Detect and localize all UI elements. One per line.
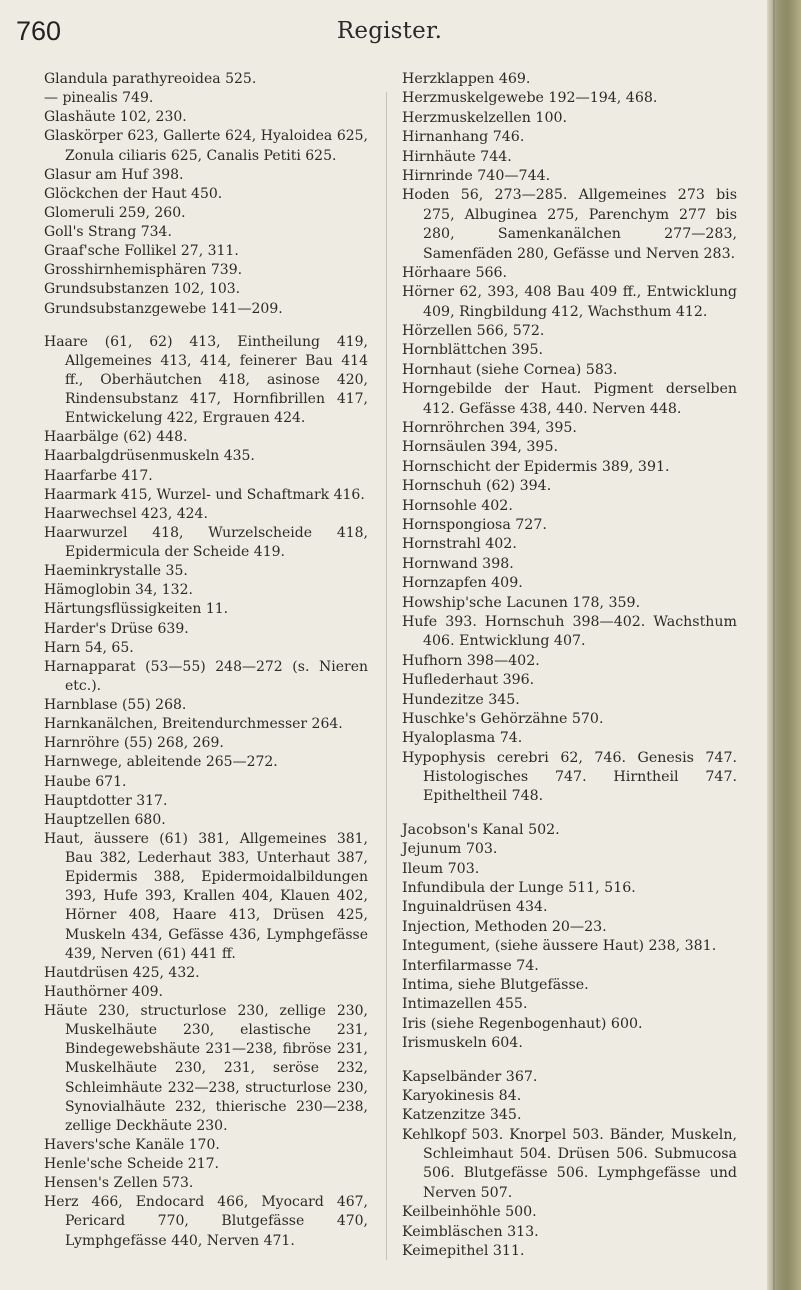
index-entry: Injection, Methoden 20—23. (402, 918, 607, 935)
index-entry: Glandula parathyreoidea 525. (44, 71, 257, 87)
index-entry: Herzmuskelgewebe 192—194, 468. (402, 90, 658, 107)
index-entry: Haarwechsel 423, 424. (44, 505, 208, 522)
index-entry: Haare (61, 62) 413, Eintheilung 419, Allgemeines 413, 414, feinerer Bau 414 ff., Oberhäutchen 418, asinose 420, Rindensubstanz 417, Hornfibrillen 417, Entwickelung 422, Ergrauen 424. (44, 333, 368, 427)
index-entry: Hirnhäute 744. (402, 148, 512, 165)
index-entry: Irismuskeln 604. (402, 1035, 523, 1052)
index-entry: Katzenzitze 345. (402, 1107, 522, 1124)
index-entry: Harnwege, ableitende 265—272. (44, 754, 278, 771)
index-entry: Interfilarmasse 74. (402, 957, 539, 974)
index-entry: Henle'sche Scheide 217. (44, 1156, 219, 1172)
index-entry: Hoden 56, 273—285. Allgemeines 273 bis 275, Albuginea 275, Parenchym 277 bis 280, Samenkanälchen 277—283, Samenfäden 280, Gefässe und Nerven 283. (402, 187, 737, 262)
index-entry: Keilbeinhöhle 500. (402, 1204, 537, 1221)
index-column-right (402, 70, 737, 1261)
index-entry: Glöckchen der Haut 450. (44, 185, 223, 202)
index-entry: Huflederhaut 396. (402, 672, 535, 689)
index-entry: Hyaloplasma 74. (402, 730, 523, 747)
running-head: Register. (336, 18, 443, 44)
index-entry: Inguinaldrüsen 434. (402, 899, 548, 916)
index-entry: Herz 466, Endocard 466, Myocard 467, Pericard 770, Blutgefässe 470, Lymphgefässe 440, Nerven 471. (44, 1194, 368, 1249)
index-entry: Infundibula der Lunge 511, 516. (402, 880, 636, 897)
index-entry: Grundsubstanzgewebe 141—209. (44, 300, 283, 317)
index-entry: Iris (siehe Regenbogenhaut) 600. (402, 1015, 643, 1032)
index-entry: Horngebilde der Haut. Pigment derselben 412. Gefässe 438, 440. Nerven 448. (402, 381, 737, 417)
index-entry: Graaf'sche Follikel 27, 311. (44, 243, 239, 260)
index-entry: Haube 671. (44, 773, 127, 790)
index-entry: Hautdrüsen 425, 432. (44, 964, 200, 981)
index-entry: Harnblase (55) 268. (44, 697, 187, 713)
index-entry: Hornzapfen 409. (402, 575, 523, 592)
index-entry: Hypophysis cerebri 62, 746. Genesis 747. Histologisches 747. Hirntheil 747. Epitheltheil 748. (402, 749, 737, 805)
index-entry: Kehlkopf 503. Knorpel 503. Bänder, Muskeln, Schleimhaut 504. Drüsen 506. Submucosa 506. Blutgefässe 506. Lymphgefässe und Nerven 507. (402, 1126, 737, 1201)
index-entry: Hörzellen 566, 572. (402, 323, 545, 340)
index-entry: Grundsubstanzen 102, 103. (44, 281, 241, 298)
index-entry: Hornschicht der Epidermis 389, 391. (402, 458, 670, 475)
index-entry: Hensen's Zellen 573. (44, 1175, 194, 1192)
index-entry: Hauthörner 409. (44, 983, 163, 1000)
index-entry: Hufhorn 398—402. (402, 652, 540, 669)
index-entry: Haarfarbe 417. (44, 467, 153, 484)
letter-group-gap (44, 319, 368, 333)
index-entry: Hornsohle 402. (402, 497, 513, 514)
index-entry: Hornschuh (62) 394. (402, 478, 552, 495)
letter-group-gap (402, 807, 737, 821)
index-entry: Glasur am Huf 398. (44, 166, 184, 183)
index-entry: Grosshirnhemisphären 739. (44, 262, 243, 279)
index-entry: Jacobson's Kanal 502. (402, 821, 560, 838)
index-entry: Hörhaare 566. (402, 264, 508, 281)
index-entry: Haarbalgdrüsenmuskeln 435. (44, 448, 255, 465)
index-entry: Ileum 703. (402, 860, 480, 877)
index-entry: Hornhaut (siehe Cornea) 583. (402, 361, 618, 378)
index-entry: Härtungsflüssigkeiten 11. (44, 601, 229, 618)
index-entry: Hornwand 398. (402, 555, 514, 572)
index-entry: Hornspongiosa 727. (402, 516, 547, 533)
index-entry: Karyokinesis 84. (402, 1087, 522, 1104)
index-entry: Harnkanälchen, Breitendurchmesser 264. (44, 716, 343, 733)
index-entry: Jejunum 703. (402, 841, 498, 858)
index-entry: Harder's Drüse 639. (44, 620, 189, 637)
index-entry: Hirnrinde 740—744. (402, 167, 551, 184)
index-entry: Harn 54, 65. (44, 639, 134, 656)
index-entry: Intima, siehe Blutgefässe. (402, 976, 589, 993)
index-entry: Keimbläschen 313. (402, 1223, 539, 1240)
index-entry: Häute 230, structurlose 230, zellige 230, Muskelhäute 230, elastische 231, Bindegewebshäute 231—238, fibröse 231, Muskelhäute 230, 231, seröse 232, Schleimhäute 232—238, structurlose 230, Synovialhäute 232, thierische 230—238, zellige Deckhäute 230. (44, 1003, 368, 1134)
index-entry: Hirnanhang 746. (402, 129, 525, 146)
index-entry: Hufe 393. Hornschuh 398—402. Wachsthum 406. Entwicklung 407. (402, 613, 737, 650)
page-number: 760 (16, 16, 62, 46)
index-entry: Huschke's Gehörzähne 570. (402, 710, 604, 727)
index-entry: Hörner 62, 393, 408 Bau 409 ff., Entwicklung 409, Ringbildung 412, Wachsthum 412. (402, 284, 737, 320)
index-entry: Hornsäulen 394, 395. (402, 439, 558, 456)
index-entry: Hauptzellen 680. (44, 811, 166, 828)
index-entry: Herzklappen 469. (402, 71, 531, 87)
index-entry: Havers'sche Kanäle 170. (44, 1136, 220, 1153)
index-entry: Goll's Strang 734. (44, 224, 172, 240)
index-entry: Glashäute 102, 230. (44, 109, 187, 126)
index-entry: Hundezitze 345. (402, 691, 520, 708)
index-entry: Kapselbänder 367. (402, 1068, 538, 1085)
index-entry: Herzmuskelzellen 100. (402, 109, 568, 126)
index-entry: Intimazellen 455. (402, 996, 528, 1013)
index-entry: Haarbälge (62) 448. (44, 429, 188, 446)
index-entry: Hornröhrchen 394, 395. (402, 420, 577, 437)
index-entry: Keimepithel 311. (402, 1243, 525, 1260)
index-entry: Haarmark 415, Wurzel- und Schaftmark 416. (44, 486, 365, 503)
index-entry: — pinealis 749. (44, 90, 154, 107)
column-divider (386, 92, 387, 1260)
index-entry: Hornblättchen 395. (402, 342, 544, 359)
index-entry: Hämoglobin 34, 132. (44, 582, 193, 599)
page-edge (767, 0, 801, 1290)
index-entry: Haarwurzel 418, Wurzelscheide 418, Epidermicula der Scheide 419. (44, 524, 368, 560)
index-column-left (44, 70, 368, 1251)
index-entry: Harnapparat (53—55) 248—272 (s. Nieren etc.). (44, 658, 368, 694)
index-entry: Haut, äussere (61) 381, Allgemeines 381, Bau 382, Lederhaut 383, Unterhaut 387, Epidermis 388, Epidermoidalbildungen 393, Hufe 393, Krallen 404, Klauen 402, Hörner 408, Haare 413, Drüsen 425, Muskeln 434, Gefässe 436, Lymphgefässe 439, Nerven (61) 441 ff. (44, 830, 368, 962)
index-entry: Haeminkrystalle 35. (44, 563, 188, 580)
letter-group-gap (402, 1054, 737, 1068)
index-entry: Integument, (siehe äussere Haut) 238, 381. (402, 938, 717, 955)
index-entry: Hauptdotter 317. (44, 792, 168, 809)
index-entry: Glomeruli 259, 260. (44, 204, 186, 221)
index-entry: Hornstrahl 402. (402, 536, 517, 553)
index-entry: Howship'sche Lacunen 178, 359. (402, 594, 641, 611)
index-entry: Harnröhre (55) 268, 269. (44, 735, 224, 752)
index-entry: Glaskörper 623, Gallerte 624, Hyaloidea 625, Zonula ciliaris 625, Canalis Petiti 625. (44, 128, 368, 164)
